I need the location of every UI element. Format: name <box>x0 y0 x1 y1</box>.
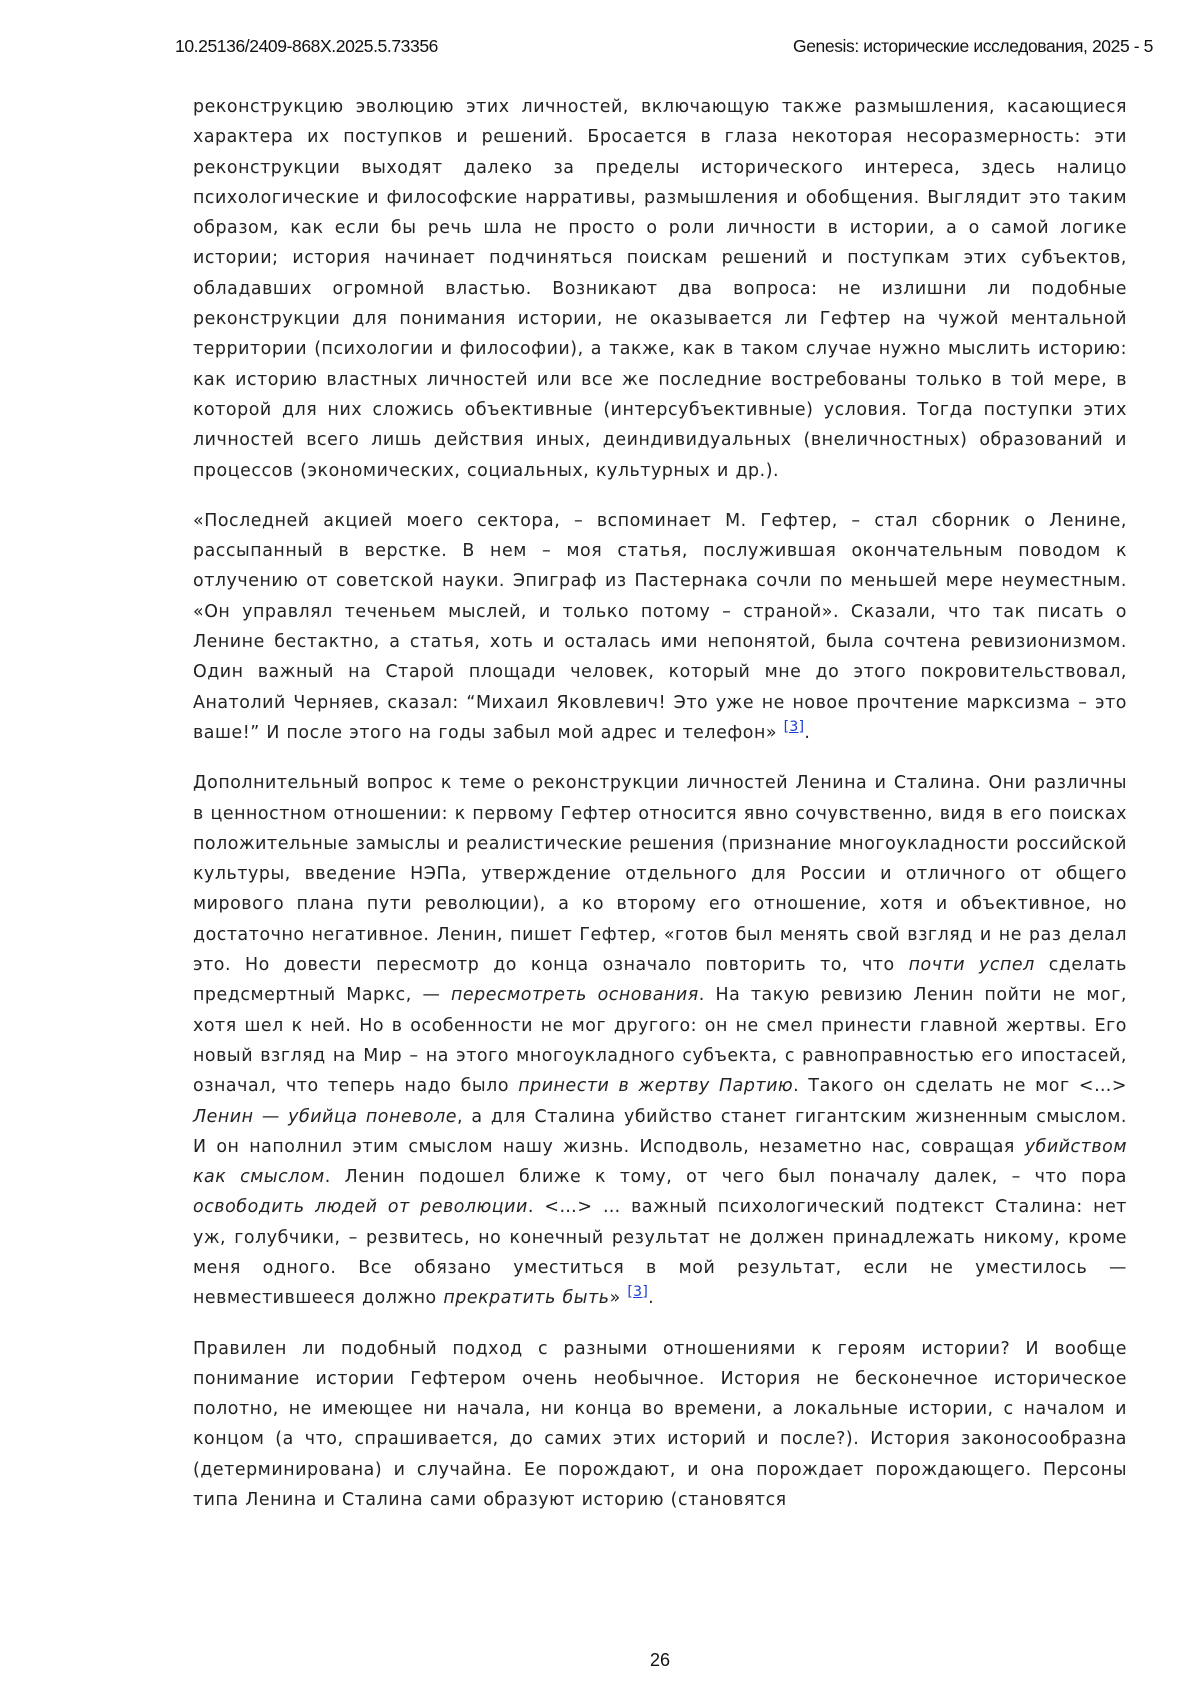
paragraph-3-period: . <box>648 1288 655 1309</box>
paragraph-4: Правилен ли подобный подход с разными отношениями к героям истории? И вообще понимание истории Гефтером очень необычное. История не бесконечное историческое полотно, не имеющее ни начала, ни конца во времени, а локальные истории, с началом и концом (а что, спрашивается, до самих этих историй и после?). История законосообразна (детерминирована) и случайна. Ее порождают, и она порождает порождающего. Персоны типа Ленина и Сталина сами образуют историю (становятся <box>193 1338 1127 1511</box>
italic-phrase: убийством как смыслом <box>193 1136 1127 1188</box>
paragraph-3 <box>193 768 1127 1313</box>
paragraph-3-text: » <box>609 1288 621 1309</box>
paragraph-3-text: . Такого он сделать не мог <…> <box>793 1076 1128 1097</box>
italic-phrase: освободить людей от революции <box>193 1197 528 1218</box>
italic-phrase: Ленин — убийца поневоле <box>193 1106 458 1127</box>
paragraph-3-text: . Ленин подошел ближе к тому, от чего был поначалу далек, – что пора <box>324 1167 1127 1188</box>
paragraph-3-text: Дополнительный вопрос к теме о реконструкции личностей Ленина и Сталина. Они различны в ценностном отношении: к первому Гефтер относится явно сочувственно, видя в его поисках положительные замыслы и реалистические решения (признание многоукладности российской культуры, введение НЭПа, утверждение отдельного для России и отличного от общего мирового плана пути революции), а ко второму его отношение, хотя и объективное, но достаточно негативное. Ленин, пишет Гефтер, «готов был менять свой взгляд и не раз делал это. Но довести пересмотр до конца означало повторить то, что <box>193 773 1127 976</box>
doi-text: 10.25136/2409-868X.2025.5.73356 <box>175 36 438 56</box>
italic-phrase: принести в жертву Партию <box>518 1076 794 1097</box>
paragraph-2-period: . <box>804 722 811 743</box>
paragraph-2 <box>193 506 1127 748</box>
journal-title: Genesis: исторические исследования, 2025 - 5 <box>792 36 1153 56</box>
italic-phrase: почти успел <box>908 955 1035 976</box>
footnote-link[interactable]: [3] <box>783 719 805 736</box>
italic-phrase: прекратить быть <box>443 1288 610 1309</box>
paragraph-2-text: «Последней акцией моего сектора, – вспоминает М. Гефтер, – стал сборник о Ленине, рассыпанный в верстке. В нем – моя статья, послужившая окончательным поводом к отлучению от советской науки. Эпиграф из Пастернака сочли по меньшей мере неуместным. «Он управлял теченьем мыслей, и только потому – страной». Сказали, что так писать о Ленине бестактно, а статья, хоть и осталась ими непонятой, была сочтена ревизионизмом. Один важный на Старой площади человек, который мне до этого покровительствовал, Анатолий Черняев, сказал: “Михаил Яковлевич! Это уже не новое прочтение марксизма – это ваше!” И после этого на годы забыл мой адрес и телефон» <box>193 510 1127 743</box>
paragraph-3-text: сделать предсмертный Маркс, — <box>193 955 1127 1006</box>
paragraph-1: реконструкцию эволюцию этих личностей, включающую также размышления, касающиеся характера их поступков и решений. Бросается в глаза некоторая несоразмерность: эти реконструкции выходят далеко за пределы исторического интереса, здесь налицо психологические и философские нарративы, размышления и обобщения. Выглядит это таким образом, как если бы речь шла не просто о роли личности в истории, а о самой логике истории; история начинает подчиняться поискам решений и поступкам этих субъектов, обладавших огромной властью. Возникают два вопроса: не излишни ли подобные реконструкции для понимания истории, не оказывается ли Гефтер на чужой ментальной территории (психологии и философии), а также, как в таком случае нужно мыслить историю: как историю властных личностей или все же последние востребованы только в той мере, в которой для них сложись объективные (интерсубъективные) условия. Тогда поступки этих личностей всего лишь действия иных, деиндивидуальных (внеличностных) образований и процессов (экономических, социальных, культурных и др.). <box>193 97 1127 481</box>
running-header <box>175 36 1153 62</box>
paragraph-3-text: , а для Сталина убийство станет гигантским жизненным смыслом. И он наполнил этим смыслом нашу жизнь. Исподволь, незаметно нас, совращая <box>193 1106 1127 1157</box>
italic-phrase: пересмотреть основания <box>451 985 699 1006</box>
page-number: 26 <box>649 1650 671 1670</box>
paragraph-3-text: . На такую ревизию Ленин пойти не мог, хотя шел к ней. Но в особенности не мог другого: он не смел принести главной жертвы. Его новый взгляд на Мир – на этого многоукладного субъекта, с равноправностью его ипостасей, означал, что теперь надо было <box>193 985 1127 1097</box>
footnote-link[interactable]: [3] <box>627 1284 649 1301</box>
article-body <box>193 92 1127 1515</box>
paragraph-3-text: . <…> … важный психологический подтекст Сталина: нет уж, голубчики, – резвитесь, но конечный результат не должен принадлежать никому, кроме меня одного. Все обязано уместиться в мой результат, если не уместилось — невместившееся должно <box>193 1197 1127 1309</box>
